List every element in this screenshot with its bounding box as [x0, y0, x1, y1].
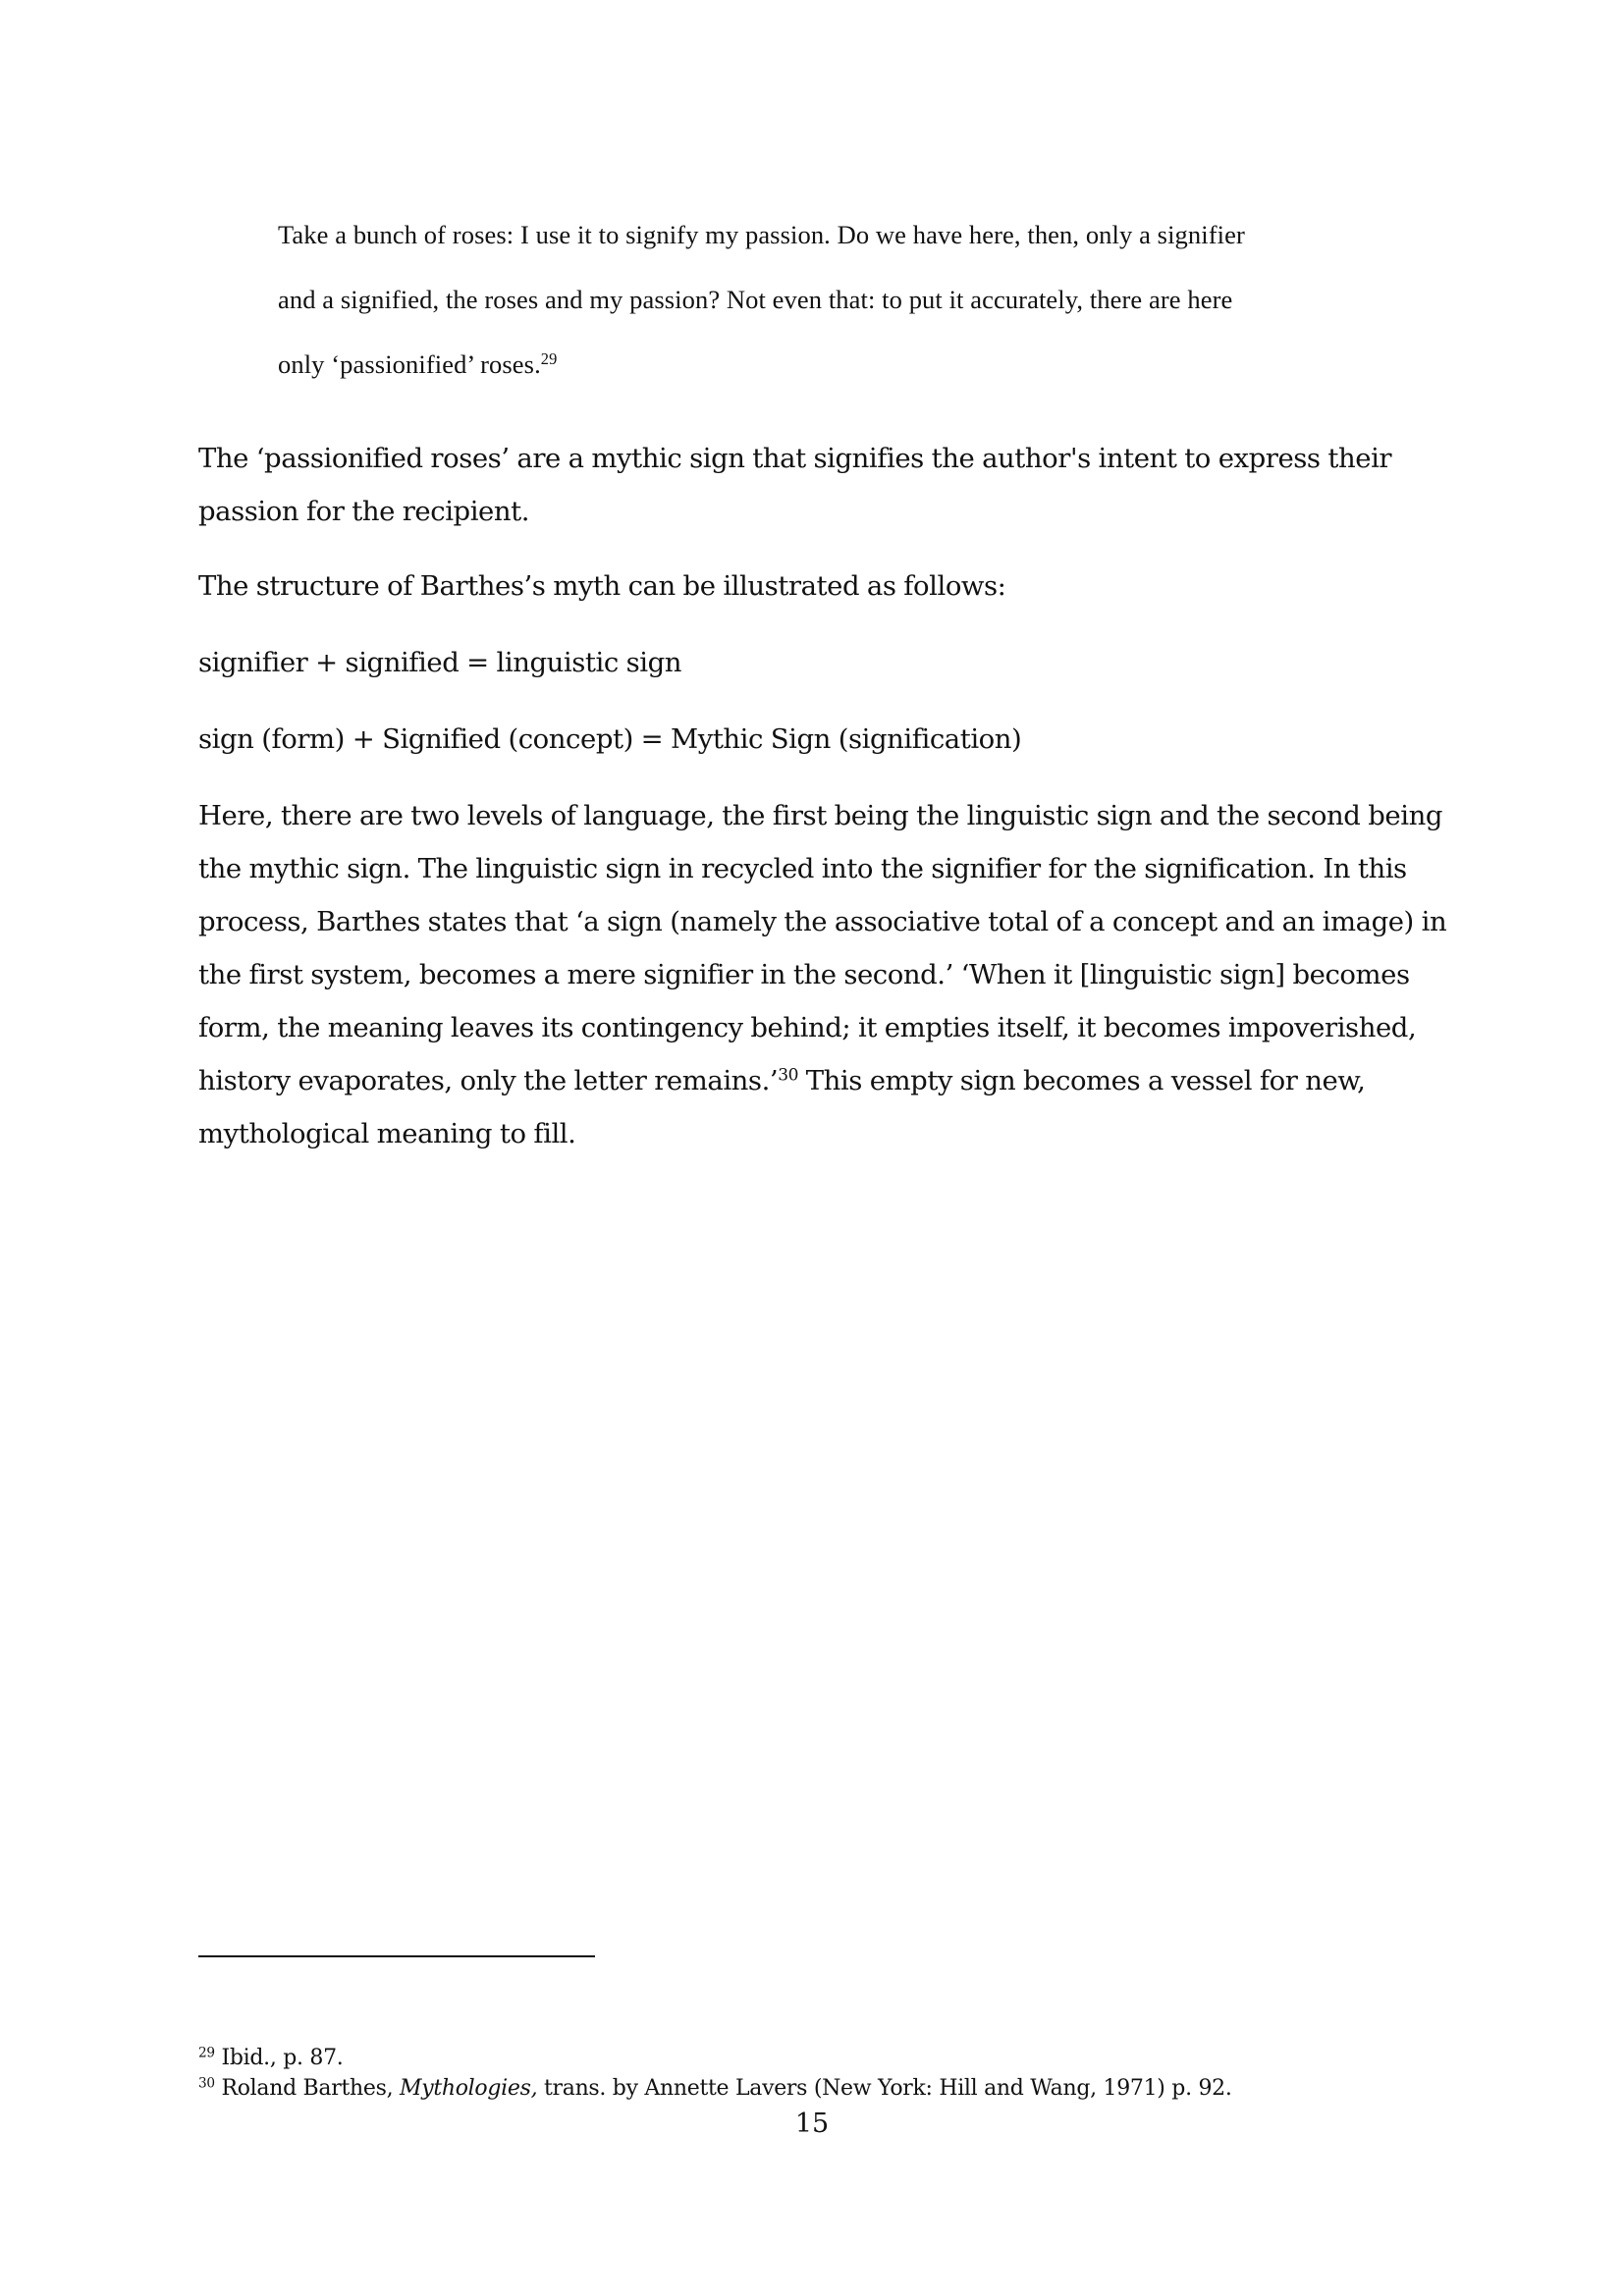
block-quote-line: [278, 332, 1378, 397]
paragraph-two-levels: [198, 789, 1465, 1160]
paragraph-structure-intro: The structure of Barthes’s myth can be illustrated as follows:: [198, 570, 1006, 602]
footnote-29: [198, 2044, 1475, 2073]
footnote-reference-30[interactable]: 30: [778, 1065, 798, 1086]
page-number: 15: [794, 2109, 830, 2139]
paragraph-text: Here, there are two levels of language, the first being the linguistic sign and the second being the mythic sign. The linguistic sign in recycled into the signifier for the signification. In this process, Barthes states that ‘a sign (namely the associative total of a concept and an image) in the first system, becomes a mere signifier in the second.’ ‘When it [linguistic sign] becomes form, the meaning leaves its contingency behind; it empties itself, it becomes impoverished, history evaporates, only the letter remains.’: [198, 800, 1447, 1096]
book-title: Mythologies,: [399, 2076, 538, 2101]
paragraph-text: This empty sign becomes a vessel for new, mythological meaning to fill.: [198, 1065, 1366, 1149]
formula-mythic-sign: sign (form) + Signified (concept) = Mythic Sign (signification): [198, 723, 1022, 755]
paragraph-passionified-roses: The ‘passionified roses’ are a mythic sign that signifies the author's intent to express their passion for the recipient.: [198, 443, 1392, 527]
footnote-number: 29: [198, 2045, 215, 2061]
footnote-reference-29[interactable]: 29: [540, 348, 558, 368]
footnote-separator: [198, 1955, 595, 1957]
footnote-30: [198, 2074, 1475, 2104]
block-quote-text: only ‘passionified’ roses.: [278, 349, 541, 379]
footnote-number: 30: [198, 2075, 215, 2092]
block-quote-line: Take a bunch of roses: I use it to signify my passion. Do we have here, then, only a signifier: [278, 220, 1245, 249]
formula-linguistic-sign: signifier + signified = linguistic sign: [198, 647, 682, 678]
footnote-text: Roland Barthes,: [214, 2076, 400, 2101]
block-quote-line: and a signified, the roses and my passion? Not even that: to put it accurately, there are here: [278, 285, 1233, 314]
footnote-text: trans. by Annette Lavers (New York: Hill and Wang, 1971) p. 92.: [537, 2076, 1232, 2101]
block-quote: [278, 202, 1378, 397]
footnote-text: Ibid., p. 87.: [214, 2046, 344, 2070]
